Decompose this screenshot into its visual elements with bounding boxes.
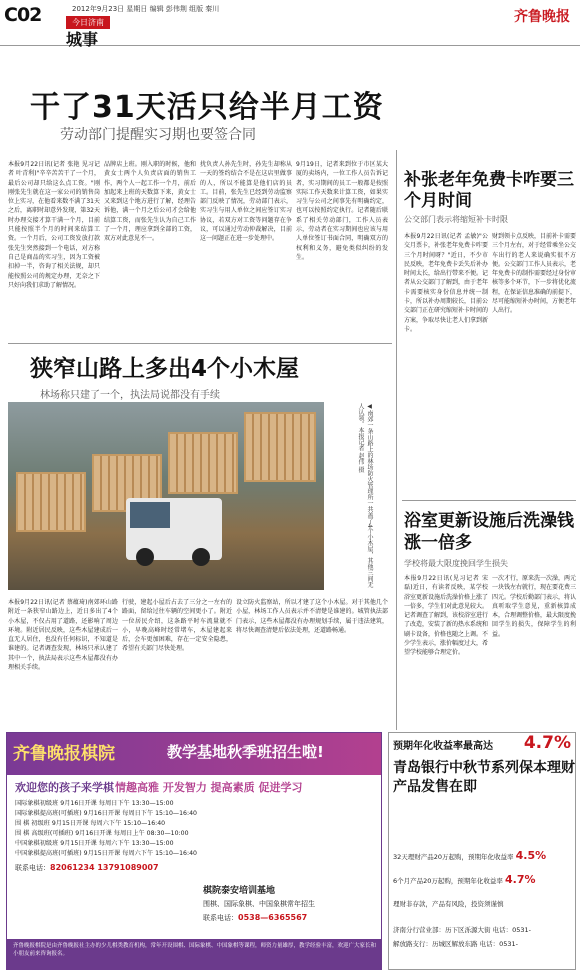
bank-ad [388, 732, 576, 970]
wheel-shape [136, 548, 154, 566]
class-schedule-line: 国际象棋初级班 9月16日开课 每周日下午 13:30—15:00 [15, 800, 174, 807]
story1-column-2: 品牌店上班。刚入职的时候，他和黄女士两个人负责店面的销售工作，两个人一起工作一个月，前后加起来上班的天数算下来，黄女士又来到这个地方进行了解，经理告诉他，满一个月之后公司才会给他结算工资，而张先生认为自己工作了一个月，理应拿到全部的工资，双方对此意见不一。 [104, 161, 196, 243]
product-rate: 4.7% [505, 873, 536, 886]
story3-column-1: 本报9月22日讯(记者 蔡蕴琦)南郊环山路附近一条狭窄山路边上，近日多出了4个小木屋，不仅占用了道路，还影响了周边环境。附近居民反映，这些木屋建成后一直无人居住，也没有任何标识，不知道是谁建的。记者调查发现，林场只承认建了其中一个，执法局表示这些木屋都没有办理相关手续。 [8, 599, 118, 672]
product-rate: 4.5% [515, 849, 547, 862]
section-divider [8, 343, 392, 344]
ad-brand: 齐鲁晚报棋院 [13, 744, 115, 764]
bank-product-row [393, 873, 573, 886]
ad-title: 教学基地秋季班招生啦! [167, 743, 324, 761]
product-desc: 32天理财产品20万起购，预期年化收益率 [393, 853, 514, 861]
story3-column-2: 行驶，建起小屋后占去了三分之一左右的路面，留给过往车辆的空间更小了。附近一位居民介绍，这条路平时车流量就不小，早晚高峰时经常堵车，木屋建起来后，会车更加困难，存在一定安全隐患，希望有关部门尽快处理。 [122, 599, 232, 653]
story1-column-1: 本报9月22日讯(记者 张艳 见习记者 叶青利)"辛辛苦苦干了一个月，最后公司却只给这么点工资。"刚刚张先生就在这一家公司的销售岗位上实习，在他看来数不满了31天之后，离职时却意外发现，第32天时办理交接才算干满一个月，目前只能按照半个月的时间来结算工资。一个月后，公司工资发放打款张先生突然接到一个电话，对方称自己是商品的实习生，因为工资被扣掉一半，咨询了相关法规，却只能按照公司的规定办理，无奈之下只好向我们求助了解情况。 [8, 161, 100, 289]
story3-subheadline: 林场称只建了一个，执法局说都没有手续 [40, 390, 220, 401]
section-divider [402, 500, 576, 501]
story3-headline: 狭窄山路上多出4个小木屋 [30, 356, 300, 382]
cabin-shape [244, 412, 316, 482]
story4-column-2: 一次才行，原来洗一次澡，两元一块钱左右就行，现在要花费三四元。学校后勤部门表示，将认真听取学生意见，重新核算成本，合理调整价格，最大限度挽回学生的损失，保障学生的利益。 [492, 575, 576, 638]
story1-column-3: 扰负责人孙先生时，孙先生却称从一天的签约结合不是在这店里做事的人，所以不能算是他们店的员工。目前，张先生已经到劳动监察部门反映了情况，劳动部门表示，实习生与用人单位之间应签订实习协议，若双方对工资等问题存在争议，可以通过劳动仲裁解决，目前这一问题正在进一步处理中。 [200, 161, 292, 243]
edition-meta: 2012年9月23日 星期日 编辑 彭伟荆 组版 秦川 [72, 5, 220, 13]
story3-column-3: 设立防火监察站，所以才建了这个小木屋。对于其他几个小屋，林场工作人员表示并不清楚是谁建的。城管执法部门表示，这些木屋都没有办理规划手续，属于违法建筑，将尽快调查清楚后依法处理，还道路畅通。 [236, 599, 388, 634]
story1-subheadline: 劳动部门提醒实习期也要签合同 [60, 127, 256, 143]
phone-number[interactable]: 82061234 13791089007 [50, 863, 159, 872]
story1-headline: 干了31天活只给半月工资 [30, 90, 384, 125]
column-divider [396, 150, 397, 730]
bank-address: 解放路支行：历城区解放东路 电话：0531- [393, 940, 518, 948]
chess-school-ad [6, 732, 382, 970]
branch-title: 棋院泰安培训基地 [203, 886, 276, 896]
page-number: C02 [4, 4, 42, 26]
bank-product-row [393, 849, 573, 862]
bank-title: 青岛银行中秋节系列保本理财产品发售在即 [393, 760, 575, 795]
newspaper-logo: 齐鲁晚报 [514, 9, 570, 25]
truck-window [130, 502, 170, 528]
ad-slogan: 欢迎您的孩子来学棋 [15, 781, 114, 794]
ad-slogan-2: 情趣高雅 开发智力 提高素质 促进学习 [115, 781, 303, 794]
branch-contact [203, 913, 307, 923]
story4-subheadline: 学校将最大限度挽回学生损失 [404, 559, 508, 568]
class-schedule-line: 国际象棋提高班(可插班) 9月16日开课 每周日下午 15:10—16:40 [15, 810, 197, 817]
class-schedule-line: 中国象棋初级班 9月15日开课 每周六下午 13:30—15:00 [15, 840, 174, 847]
class-schedule-line: 围 棋 高级班(可插班) 9月16日开课 每周日上午 08:30—10:00 [15, 830, 189, 837]
truck-shape [126, 498, 222, 560]
news-photo-cabins [8, 402, 324, 590]
branch-phone-label: 联系电话： [203, 914, 238, 922]
class-schedule-line: 中国象棋提高班(可插班) 9月15日开课 每周六下午 15:10—16:40 [15, 850, 197, 857]
page-header [0, 0, 580, 49]
class-schedule-line: 围 棋 初级班 9月15日开课 每周六下午 15:10—16:40 [15, 820, 166, 827]
story2-subheadline: 公交部门表示将缩短补卡时限 [404, 215, 508, 224]
ad-contact [15, 863, 159, 873]
product-desc: 6个月产品20万起购，预期年化收益率 [393, 877, 503, 885]
bank-rate: 4.7% [523, 733, 571, 753]
story2-headline: 补张老年免费卡咋要三个月时间 [404, 170, 574, 211]
ad-footer: 齐鲁晚报棋院是由齐鲁晚报社主办的少儿棋类教育机构，常年开设围棋、国际象棋、中国象棋等课程，师资力量雄厚，教学经验丰富，欢迎广大家长和小朋友前来咨询报名。 [7, 939, 382, 969]
risk-note: 理财非存款，产品有风险，投资须谨慎 [393, 900, 504, 908]
story4-headline: 浴室更新设施后洗澡钱涨一倍多 [404, 511, 574, 553]
section-title: 城事 [66, 30, 99, 49]
ad-banner [7, 733, 382, 775]
branch-phone[interactable]: 0538—6365567 [238, 913, 308, 922]
photo-caption: ◀南郊一条山路上的林场防火管理所一共盖了4个小木屋，其他三间无人认领。本报记者 赵伟 摄 [357, 403, 373, 588]
branch-info: 围棋、国际象棋、中国象棋常年招生 [203, 900, 315, 908]
wheel-shape [192, 548, 210, 566]
story2-column-1: 本报9月22日讯(记者 孟敏)"公交月票卡，补张老年免费卡咋要三个月时间呀？"近日，不少市民反映，老年免费卡丢失后补办时间太长，给出行带来不便。记者从公交部门了解到，由于老年卡需要核实身份信息并统一制卡，所以补办周期较长，目前公交部门正在研究缩短补卡时间的方案，争取尽快让老人们拿到新卡。 [404, 233, 488, 333]
bank-address: 济南分行营业部：历下区泺源大街 电话：0531- [393, 926, 531, 934]
phone-label: 联系电话： [15, 864, 50, 872]
story2-column-2: 财到领卡点反映，目前补卡需要三个月左右，对于经常乘坐公交车出行的老人来说确实很不方便。公交部门工作人员表示，老年免费卡的制作需要经过身份审核等多个环节，下一步将优化流程，在保证信息准确的前提下，尽可能缩短补办时间，方便老年人出行。 [492, 233, 576, 315]
story4-column-1: 本报9月22日讯(见习记者 宋磊)近日，有读者反映，某学校浴室更新设施后洗澡价格上涨了一倍多，学生们对此意见较大。记者调查了解到，该校浴室进行了改造，安装了新的热水系统和刷卡设备，价格也随之上调。不少学生表示，涨价幅度过大，希望学校能够合理定价。 [404, 575, 488, 657]
cabin-shape [168, 432, 238, 494]
cabin-shape [16, 472, 86, 532]
section-tag: 今日济南 [66, 16, 110, 29]
bank-rate-label: 预期年化收益率最高达 [393, 741, 493, 752]
story1-column-4: 9月19日，记者来到位于市区某大厦的卖场内，一位工作人员告诉记者，实习期间的员工一般都是按照实际工作天数来计算工资，如果实习生与公司之间事先有明确约定，也可以按照约定执行。记者随后联系了相关劳动部门，工作人员表示，劳动者在实习期间也应该与用人单位签订书面合同，明确双方的权利和义务，避免类似纠纷的发生。 [296, 161, 388, 261]
